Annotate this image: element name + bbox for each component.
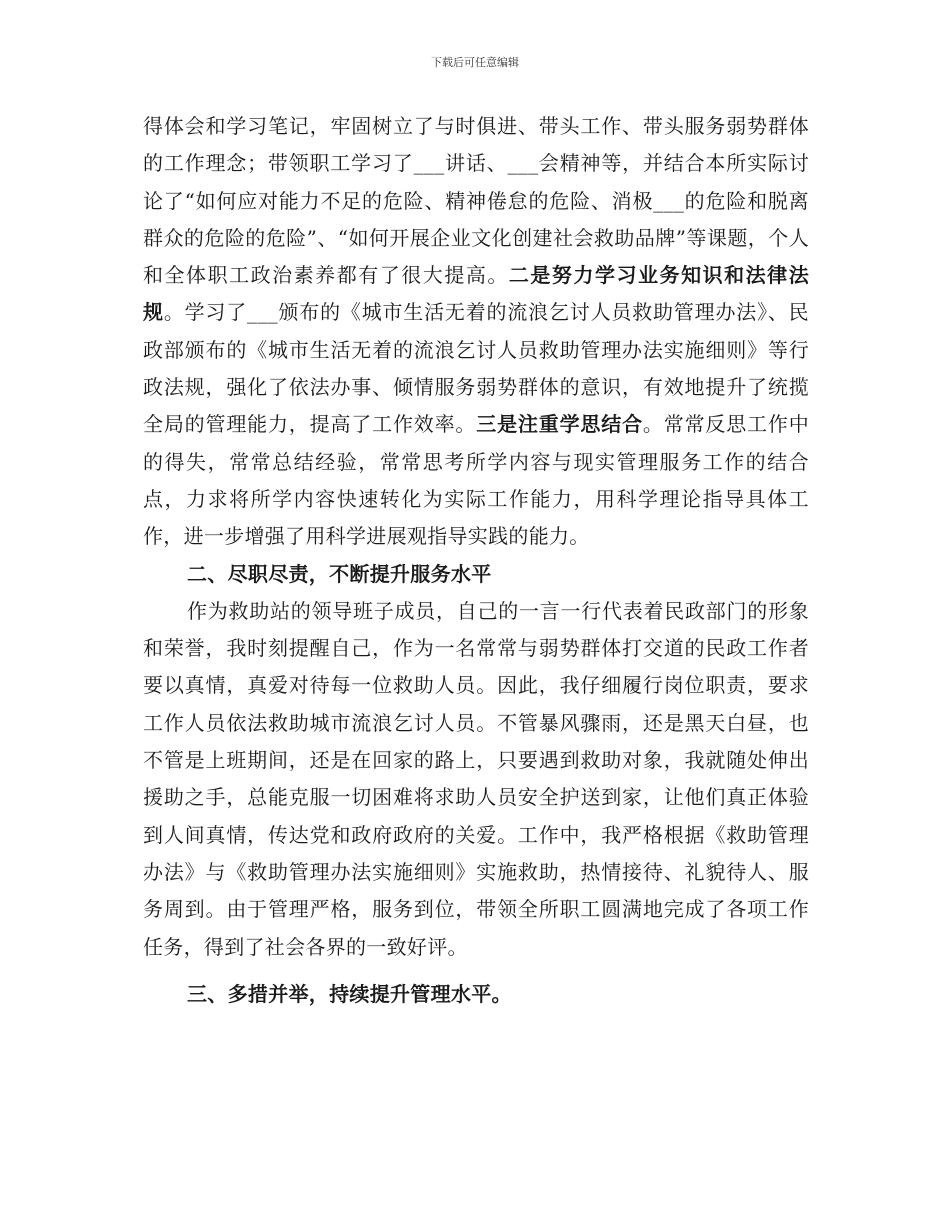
paragraph-text: 。学习了___颁布的《城市生活无着的流浪乞讨人员救助管理办法》、民政部颁布的《城市生活无着的流浪乞讨人员救助管理办法实施细则》等行政法规，强化了依法办事、倾情服务弱势群体的意识，有效地提升了统揽全局的管理能力，提高了工作效率。	[143, 300, 809, 437]
paragraph-text: 。常常反思工作中的得失，常常总结经验，常常思考所学内容与现实管理服务工作的结合点，力求将所学内容快速转化为实际工作能力，用科学理论指导具体工作，进一步增强了用科学进展观指导实践的能力。	[143, 412, 810, 549]
page-header: 下载后可任意编辑	[431, 56, 519, 69]
section-heading-3: 三、多措并举，持续提升管理水平。	[187, 981, 512, 1006]
bold-point-three: 三是注重学思结合	[476, 412, 643, 437]
document-body	[143, 108, 809, 1013]
paragraph-text: 得体会和学习笔记，牢固树立了与时俱进、带头工作、带头服务弱势群体的工作理念；带领职工学习了___讲话、___会精神等，并结合本所实际讨论了“如何应对能力不足的危险、精神倦怠的危险、消极___的危险和脱离群众的危险的危险”、“如何开展企业文化创建社会救助品牌”等课题，个人和全体职工政治素养都有了很大提高。	[143, 114, 809, 288]
bold-point-two: 二是努力学习业务知识和法律法规	[143, 263, 809, 325]
paragraph-study	[143, 108, 809, 556]
paragraph-service: 作为救助站的领导班子成员，自己的一言一行代表着民政部门的形象和荣誉，我时刻提醒自己，作为一名常常与弱势群体打交道的民政工作者要以真情，真爱对待每一位救助人员。因此，我仔细履行岗位职责，要求工作人员依法救助城市流浪乞讨人员。不管暴风骤雨，还是黑天白昼，也不管是上班期间，还是在回家的路上，只要遇到救助对象，我就随处伸出援助之手，总能克服一切困难将求助人员安全护送到家，让他们真正体验到人间真情，传达党和政府政府的关爱。工作中，我严格根据《救助管理办法》与《救助管理办法实施细则》实施救助，热情接待、礼貌待人、服务周到。由于管理严格，服务到位，带领全所职工圆满地完成了各项工作任务，得到了社会各界的一致好评。	[143, 598, 809, 959]
section-heading-2: 二、尽职尽责，不断提升服务水平	[187, 561, 492, 586]
